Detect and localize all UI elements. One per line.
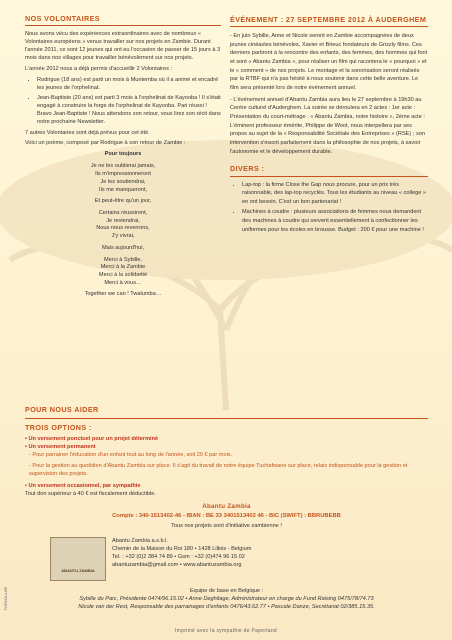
poem-stanza (25, 245, 221, 253)
divers-title: DIVERS : (230, 163, 428, 176)
printer-credit: Imprimé avec la sympathie de Paperland (174, 628, 277, 634)
volunteers-summer: 7 autres Volontaires sont déjà prévus pour cet été. (25, 129, 150, 136)
poem-intro: Voici un poème, composé par Rodrigue à son retour de Zambie : (25, 140, 186, 147)
poem-line: Together we can ! Twalumba… (84, 291, 162, 298)
poem-line: Et peut-être qu'un jour, (94, 198, 152, 205)
divers-item: • Machines à coudre : plusieurs associations de femmes nous demandent des machines à coudre qui servent essentiellement à confectionner les uniformes pour les écoles en brousse. Budget : 200 € pour une machine ! (242, 208, 428, 234)
event-annual: - L'événement annuel d'Abantu Zambia aura lieu le 27 septembre à 19h30 au Centre culturel d'Auderghem. La soirée se déroulera en 2 actes : 1er acte : Présentation du court-métrage : « Abantu Zambia, notre histoire », 2ème acte : L'éminent professeur émérite, Philippe de Woot, nous interpellera par ses propos au sujet de la « Responsabilité Sociétale des Entreprises » (RSE) ; son intervention s'inscrit parfaitement dans la philosophie de nos projets, à savoir l'autonomie et le développement durable. (230, 96, 425, 155)
poem-stanza (25, 257, 221, 288)
option-permanent: • Un versement permanent (25, 443, 96, 450)
side-label: FORMULAIRE (4, 586, 8, 610)
event-title: ÉVÉNEMENT : 27 SEPTEMBRE 2012 À AUDERGHEM (230, 14, 428, 27)
poem-line: Merci à la solidarité (98, 271, 148, 278)
bank-details: Compte : 340-1513402-46 - IBAN : BE 33 3401513402 46 - BIC (SWIFT) : BBRUBEBB (112, 512, 341, 519)
permanent-item: - Pour la gestion au quotidien d'Abantu Zambia sur place. Il s'agit du travail de notre équipe Tuchafwane sur place, relais indispensable pour la gestion et supervision des projets. (29, 462, 428, 479)
volunteers-2012: L'année 2012 nous a déjà permis d'accueillir 2 Volontaires : (25, 65, 173, 72)
volunteers-section (25, 14, 221, 303)
poem-line: Ils m'impressionneront (95, 171, 151, 178)
options-title: TROIS OPTIONS : (25, 422, 92, 432)
event-section (230, 14, 428, 237)
poem-stanza (25, 198, 221, 206)
volunteers-title: NOS VOLONTAIRES (25, 14, 221, 26)
team-title: Equipe de base en Belgique : (189, 588, 264, 594)
bank-thanks: Tous nos projets sont d'initiative zambienne ! (171, 523, 282, 530)
team-line: Nicole van der Rest, Responsable des parrainages d'enfants 0476/43.62.77 • Pascale Danze, Secrétariat 02/385.15.35. (78, 604, 375, 611)
poem-line: Merci à Sybille, (104, 256, 142, 263)
volunteer-item: • Rodrigue (18 ans) est parti un mois à Muntemba où il a animé et encadré les jeunes de l'orphelinat. (37, 77, 221, 93)
poem-title: Pour toujours (104, 151, 142, 158)
team-line: Sybille du Parc, Présidente 0474/96.15.02 • Anne Deghilage, Administrateur en charge du Fund Raising 0475/78/74.73 (79, 596, 374, 603)
poem-line: J'y vivrai, (111, 233, 135, 240)
option-ponctuel: • Un versement ponctuel pour un projet déterminé (25, 435, 159, 442)
poem-line: Je ne les oublierai jamais, (90, 163, 156, 170)
team-footer (25, 587, 428, 611)
divers-item: • Lap-top : la firme Close the Gap nous procure, pour un prix très raisonnable, des lap-top recyclés. Tous les étudiants au niveau « college » en ont besoin. C'est un bon partenariat ! (242, 181, 428, 207)
volunteers-intro: Nous avons vécu des expériences extraordinaires avec de nombreux « Volontaires européens » venus travailler sur nos projets en Zambie. Durant l'année 2011, ce sont 12 jeunes qui ont eu l'occasion de passer de 15 jours à 3 mois dans nos villages pour travailler bénévolement sur nos projets. (25, 31, 221, 62)
poem-line: Merci à la Zambie (100, 264, 146, 271)
help-section (25, 405, 428, 531)
address-line[interactable]: abantuzambia@gmail.com • www.abantuzambia.org (112, 562, 242, 569)
bank-name: Abantu Zambia (202, 503, 251, 511)
permanent-list (25, 451, 428, 478)
address-block (50, 537, 430, 583)
abantu-logo (50, 537, 106, 581)
poem-stanza (25, 163, 221, 194)
poem-line: Certains réussiront, (98, 209, 148, 216)
poem-line: Je les soutiendrai, (100, 178, 146, 185)
address-line: Tel. : +32 (0)2 384 74 89 • Gsm : +32 (0)474 96 15 02 (112, 554, 245, 561)
poem-line: Ils me manqueront, (99, 186, 147, 193)
poem-line: Merci à vous… (104, 279, 142, 286)
deductible-note: Tout don supérieur à 40 € est fiscalement déductible. (25, 490, 156, 497)
poem (25, 163, 221, 299)
poem-stanza (25, 210, 221, 241)
permanent-item: - Pour parrainer l'éducation d'un enfant tout au long de l'année, soit 20 € par mois. (29, 451, 428, 459)
poem-line: Mais aujourd'hui, (101, 244, 145, 251)
option-occasionnel: • Un versement occasionnel, par sympathie (25, 482, 141, 489)
address-line: Chemin de la Maison du Roi 180 • 1428 Lillois - Belgium (112, 546, 252, 553)
divers-list (230, 181, 428, 235)
poem-line: Je reviendrai, (106, 217, 140, 224)
address-line: Abantu Zambia a.s.b.l. (112, 538, 168, 544)
logo-text: ABANTU ZAMBIA (61, 568, 95, 573)
volunteer-item: • Jean-Baptiste (20 ans) est parti 3 mois à l'orphelinat de Kayooba ! Il s'était engagé à construire la forge de l'orphelinat de Kayooba. Pari réussi ! Bravo Jean-Baptiste ! Nous attendons son retour, vous lirez son récit dans notre prochaine Newsletter. (37, 95, 221, 127)
volunteer-list (25, 77, 221, 127)
address-text (112, 537, 251, 569)
poem-line: Nous nous reverrons, (96, 225, 150, 232)
poem-stanza (25, 291, 221, 299)
help-title: POUR NOUS AIDER (25, 405, 99, 414)
event-film: - En juin Sybille, Anne et Nicole seront en Zambie accompagnées de deux jeunes cinéastes bénévoles, Xavier et Brieuc fondateurs de Grizzly films. Ces derniers partiront à la rencontre des enfants, des femmes, des hommes qui font et sont « Abantu Zambia », pour réaliser un film qui racontera le « pourquoi » et le « comment » de nos projets. Le montage et la sonorisation seront réalisés par la RTBF qui n'a pas hésité à nous soutenir dans cette belle aventure. Le film sera présenté lors de notre événement annuel. (230, 33, 428, 92)
